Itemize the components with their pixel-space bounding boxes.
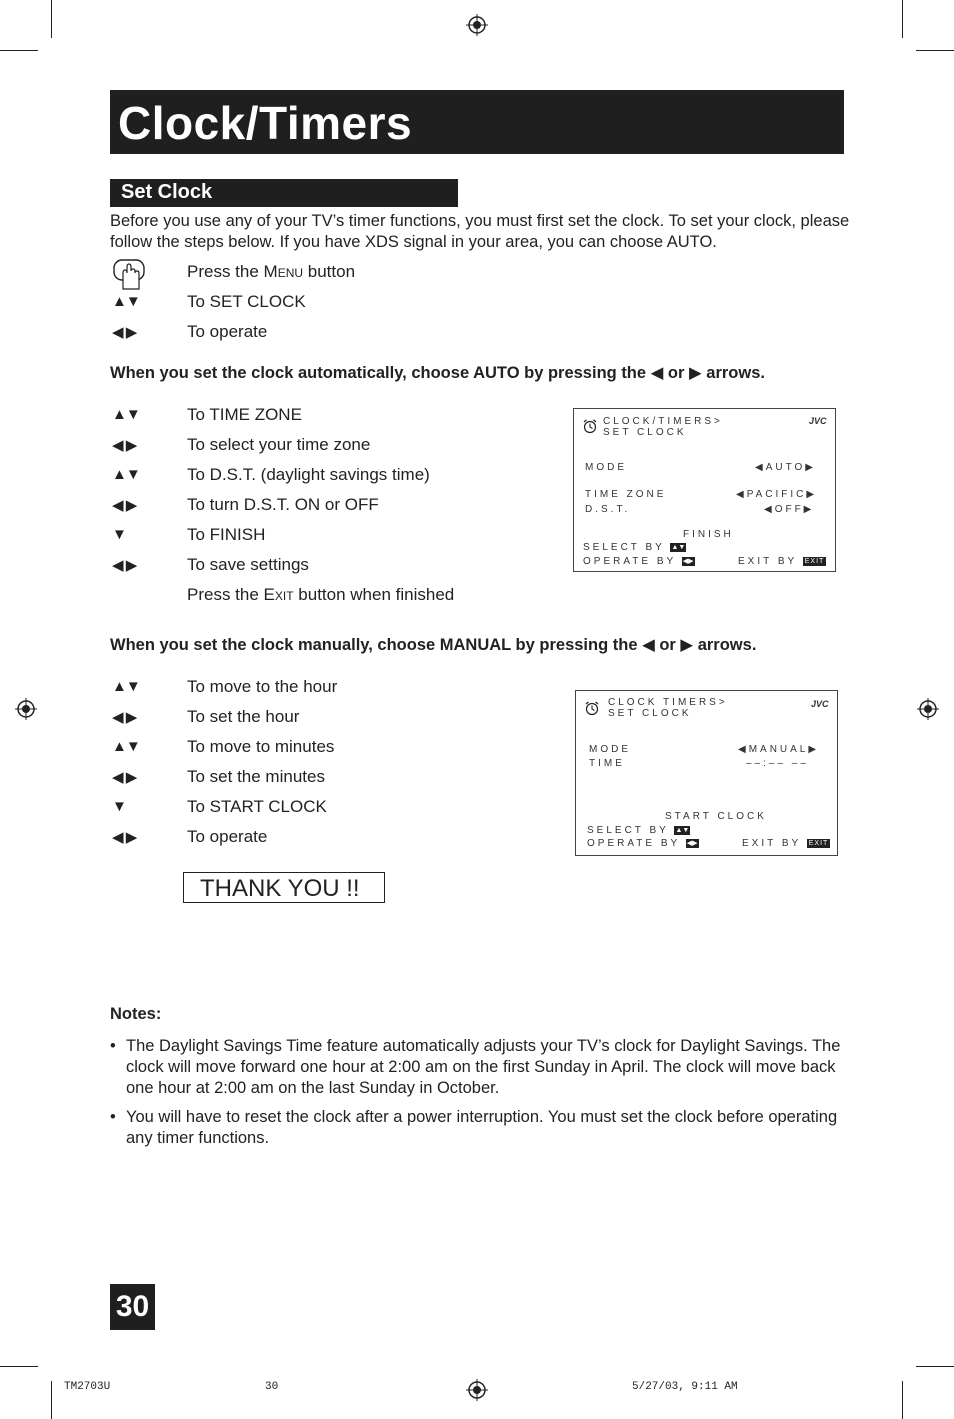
crop-mark bbox=[0, 1366, 38, 1367]
step-text: To operate bbox=[187, 322, 268, 341]
osd-time-label: TIME bbox=[589, 758, 625, 769]
up-down-arrows-icon: ▲▼ bbox=[112, 406, 140, 423]
osd-time-value: ––:–– –– bbox=[746, 758, 809, 769]
left-right-arrows-icon: ◀ ▶ bbox=[112, 557, 137, 574]
osd-select-hint: SELECT BY ▲▼ bbox=[583, 542, 686, 553]
crop-mark bbox=[902, 0, 903, 38]
up-down-arrows-icon: ▲▼ bbox=[112, 293, 140, 310]
osd-mode-label: MODE bbox=[589, 744, 631, 755]
step-text: To move to the hour bbox=[187, 677, 338, 696]
step-text: To D.S.T. (daylight savings time) bbox=[187, 465, 430, 484]
osd-submenu: SET CLOCK bbox=[608, 708, 692, 719]
left-right-key-icon: ◀▶ bbox=[686, 839, 698, 847]
left-right-arrows-icon: ◀ ▶ bbox=[112, 709, 137, 726]
note-item: • The Daylight Savings Time feature automatically adjusts your TV’s clock for Daylight Savings. The clock will move forward one hour at 2:00 am on the first Sunday in April. The clock will move back one hour at 2:00 am on the last Sunday in October. bbox=[110, 1037, 841, 1097]
step-text: To FINISH bbox=[187, 525, 266, 544]
step-text: To select your time zone bbox=[187, 435, 371, 454]
osd-menu-path: CLOCK TIMERS> bbox=[608, 697, 728, 708]
osd-timezone-value: ◀PACIFIC▶ bbox=[736, 489, 818, 500]
osd-dst-value: ◀OFF▶ bbox=[764, 504, 815, 515]
page-number: 30 bbox=[110, 1284, 155, 1330]
down-arrow-icon: ▼ bbox=[112, 798, 126, 815]
intro-paragraph: Before you use any of your TV’s timer functions, you must first set the clock. To set your clock, please follow the steps below. If you have XDS signal in your area, you can choose AUTO. bbox=[110, 212, 850, 251]
osd-screen-manual bbox=[575, 690, 838, 856]
menu-button-icon bbox=[113, 259, 145, 291]
osd-submenu: SET CLOCK bbox=[603, 427, 687, 438]
registration-mark-icon bbox=[466, 14, 488, 36]
up-down-arrows-icon: ▲▼ bbox=[112, 678, 140, 695]
osd-mode-label: MODE bbox=[585, 462, 627, 473]
manual-heading: When you set the clock manually, choose MANUAL by pressing the ◀ or ▶ arrows. bbox=[110, 636, 757, 654]
left-right-arrows-icon: ◀ ▶ bbox=[112, 769, 137, 786]
left-right-arrows-icon: ◀ ▶ bbox=[112, 497, 137, 514]
crop-mark bbox=[0, 50, 38, 51]
osd-start-clock: START CLOCK bbox=[665, 811, 767, 822]
footer-doc-id: TM2703U bbox=[64, 1381, 111, 1393]
osd-mode-value: ◀AUTO▶ bbox=[755, 462, 816, 473]
step-press-menu: Press the Menu button bbox=[187, 262, 356, 281]
step-text: To TIME ZONE bbox=[187, 405, 302, 424]
osd-exit-hint: EXIT BY EXIT bbox=[742, 838, 829, 849]
osd-timezone-label: TIME ZONE bbox=[585, 489, 667, 500]
alarm-clock-icon bbox=[584, 700, 600, 716]
up-down-arrows-icon: ▲▼ bbox=[112, 466, 140, 483]
osd-dst-label: D.S.T. bbox=[585, 504, 631, 515]
note-item: • You will have to reset the clock after a power interruption. You must set the clock before operating any timer functions. bbox=[110, 1108, 838, 1147]
up-down-key-icon: ▲▼ bbox=[675, 826, 690, 834]
notes-heading: Notes: bbox=[110, 1005, 162, 1023]
registration-mark-icon bbox=[917, 698, 939, 720]
thank-you-box: THANK YOU !! bbox=[183, 872, 385, 903]
registration-mark-icon bbox=[15, 698, 37, 720]
jvc-logo: JVC bbox=[809, 416, 827, 426]
crop-mark bbox=[916, 1366, 954, 1367]
step-press-exit: Press the Exit button when finished bbox=[187, 585, 455, 604]
step-text: To set the minutes bbox=[187, 767, 325, 786]
step-text: To move to minutes bbox=[187, 737, 335, 756]
osd-operate-hint: OPERATE BY ◀▶ bbox=[587, 838, 698, 849]
jvc-logo: JVC bbox=[811, 699, 829, 709]
crop-mark bbox=[916, 50, 954, 51]
step-text: To set the hour bbox=[187, 707, 300, 726]
step-text: To START CLOCK bbox=[187, 797, 327, 816]
left-right-key-icon: ◀▶ bbox=[682, 557, 694, 565]
auto-heading: When you set the clock automatically, choose AUTO by pressing the ◀ or ▶ arrows. bbox=[110, 364, 765, 382]
left-right-arrows-icon: ◀ ▶ bbox=[112, 437, 137, 454]
footer-date: 5/27/03, 9:11 AM bbox=[632, 1381, 738, 1393]
up-down-arrows-icon: ▲▼ bbox=[112, 738, 140, 755]
crop-mark bbox=[902, 1381, 903, 1419]
exit-key-icon: EXIT bbox=[804, 557, 825, 565]
osd-exit-hint: EXIT BY EXIT bbox=[738, 556, 825, 567]
left-right-arrows-icon: ◀ ▶ bbox=[112, 829, 137, 846]
step-text: To operate bbox=[187, 827, 268, 846]
osd-menu-path: CLOCK/TIMERS> bbox=[603, 416, 723, 427]
osd-screen-auto bbox=[573, 408, 836, 572]
footer-page: 30 bbox=[265, 1381, 279, 1393]
crop-mark bbox=[51, 1381, 52, 1419]
registration-mark-icon bbox=[466, 1379, 488, 1401]
step-text: To SET CLOCK bbox=[187, 292, 306, 311]
step-text: To turn D.S.T. ON or OFF bbox=[187, 495, 379, 514]
page-title: Clock/Timers bbox=[118, 97, 413, 149]
left-right-arrows-icon: ◀ ▶ bbox=[112, 324, 137, 341]
down-arrow-icon: ▼ bbox=[112, 526, 126, 543]
osd-select-hint: SELECT BY ▲▼ bbox=[587, 825, 690, 836]
osd-mode-value: ◀MANUAL▶ bbox=[738, 744, 820, 755]
section-title: Set Clock bbox=[121, 181, 213, 203]
osd-finish: FINISH bbox=[683, 529, 734, 540]
osd-operate-hint: OPERATE BY ◀▶ bbox=[583, 556, 694, 567]
crop-mark bbox=[51, 0, 52, 38]
exit-key-icon: EXIT bbox=[808, 839, 829, 847]
alarm-clock-icon bbox=[582, 418, 598, 434]
step-text: To save settings bbox=[187, 555, 309, 574]
up-down-key-icon: ▲▼ bbox=[671, 543, 686, 551]
